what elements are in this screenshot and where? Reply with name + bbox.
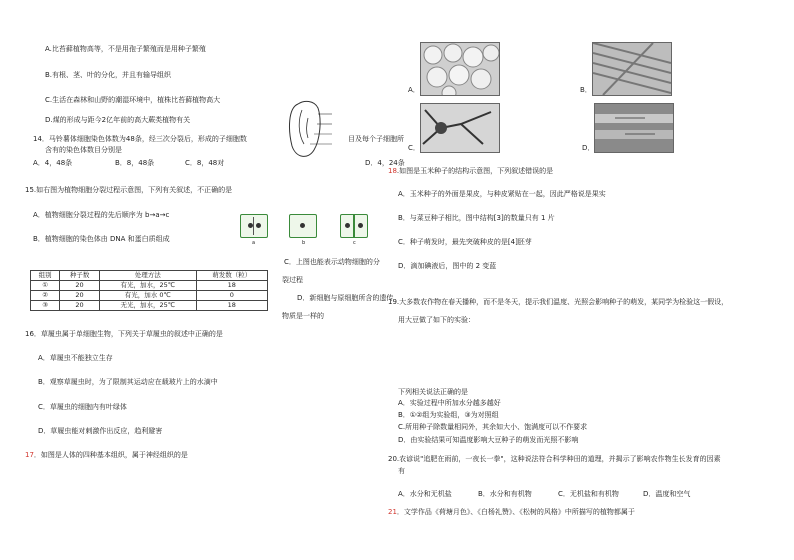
table-cell: 有光，加水 0℃ [99,291,196,301]
question-17-number: 17 [25,451,34,459]
question-19-option-c: C.所用种子除数量相同外，其余如大小、饱满度可以不作要求 [398,423,588,431]
table-cell: ② [31,291,60,301]
question-19-stem: 下列相关说法正确的是 [398,388,468,396]
table-cell: 20 [60,301,100,311]
question-15-option-d-line1: D．新细胞与原细胞所含的遗传 [297,294,394,302]
question-14-line2: 含有的染色体数目分别是 [45,146,122,154]
table-row [31,291,268,301]
question-19-option-d: D．由实验结果可知温度影响大豆种子的萌发而光照不影响 [398,436,579,444]
option-a: A.比苔藓植物高等，不是用孢子繁殖而是用种子繁殖 [45,45,206,53]
corn-seed-diagram [284,100,344,162]
question-15-option-d-line2: 物质是一样的 [282,312,324,320]
cell-label-c: c [353,240,356,246]
question-16-option-b: B．观察草履虫时，为了限制其运动应在载玻片上的水滴中 [38,378,218,386]
question-14-line1: 14．马铃薯体细胞染色体数为48条，经三次分裂后，形成的子细胞数 [33,135,247,143]
question-18-text: .如图是玉米种子的结构示意图，下列叙述错误的是 [396,167,554,175]
table-cell: ① [31,281,60,291]
experiment-table [30,270,268,311]
table-cell: 20 [60,291,100,301]
option-b: B.有根、茎、叶的分化，并且有输导组织 [45,71,172,79]
table-header: 组别 [31,271,60,281]
table-cell: ③ [31,301,60,311]
image-label-b: B． [580,86,592,94]
table-row [31,281,268,291]
question-14-option-b: B．8，48条 [115,159,155,167]
question-20-option-b: B．水分和有机物 [478,490,532,498]
table-header: 处理方法 [99,271,196,281]
question-16-option-d: D．草履虫能对刺激作出反应，趋利避害 [38,427,163,435]
question-15-option-a: A．植物细胞分裂过程的先后顺序为 b→a→c [33,211,170,219]
question-18-option-c: C．种子萌发时，最先突破种皮的是[4]胚芽 [398,238,532,246]
table-row [31,301,268,311]
table-header: 萌发数（粒） [196,271,267,281]
question-19-line2: 用大豆做了如下的实验： [398,316,475,324]
question-14-option-a: A．4，48条 [33,159,73,167]
question-20-line2: 有 [398,467,405,475]
question-14-partial: 目及每个子细胞所 [348,135,404,143]
tissue-image-c [420,103,500,153]
image-label-d: D． [582,144,595,152]
image-label-a: A． [408,86,420,94]
question-19-option-a: A．实验过程中所加水分越多越好 [398,399,501,407]
question-15: 15.如右图为植物细胞分裂过程示意图，下列有关叙述，不正确的是 [25,186,233,194]
question-18-option-d: D．滴加碘液后，图中的 2 变蓝 [398,262,497,270]
table-cell: 20 [60,281,100,291]
question-18-option-a: A．玉米种子的外面是果皮，与种皮紧贴在一起，因此严格说是果实 [398,190,606,198]
table-cell: 无光，加水，25℃ [99,301,196,311]
cell-label-a: a [252,240,256,246]
tissue-image-b [592,42,672,96]
question-19-line1: 19.大多数农作物在春天播种，而不是冬天，提示我们温度、光照会影响种子的萌发，某同学为检验这一假设， [388,298,729,306]
question-19-option-b: B．①②组为实验组，③为对照组 [398,411,499,419]
question-18-number: 18 [388,167,397,175]
question-20-option-a: A．水分和无机盐 [398,490,452,498]
table-header: 种子数 [60,271,100,281]
question-20-option-c: C．无机盐和有机物 [558,490,619,498]
table-cell: 有光，加水，25℃ [99,281,196,291]
table-header-row [31,271,268,281]
question-21-number: 21 [388,508,397,516]
option-d: D.煤的形成与距今2亿年前的高大蕨类植物有关 [45,116,191,124]
question-21 [388,508,635,516]
question-17 [25,451,188,459]
tissue-image-a [420,42,500,96]
table-cell: 18 [196,301,267,311]
question-20-option-d: D．温度和空气 [643,490,691,498]
table-cell: 0 [196,291,267,301]
question-15-option-c-line1: C．上图也能表示动物细胞的分 [284,258,380,266]
question-16: 16．草履虫属于单细胞生物，下列关于草履虫的叙述中正确的是 [25,330,223,338]
image-label-c: C． [408,144,420,152]
cell-label-b: b [302,240,306,246]
question-14-option-d: D．4，24条 [365,159,405,167]
question-17-text: ．如图是人体的四种基本组织，属于神经组织的是 [33,451,188,459]
question-14-option-c: C．8，48对 [185,159,225,167]
cell-figure-c [340,214,368,238]
question-15-option-c-line2: 裂过程 [282,276,303,284]
question-18 [388,167,553,175]
cell-figure-a [240,214,268,238]
question-20-line1: 20.农谚说"追肥在雨前，一夜长一拳"，这种说法符合科学种田的道理，并揭示了影响农作物生长发育的因素 [388,455,721,463]
question-18-option-b: B．与菜豆种子相比，图中结构[3]的数量只有 1 片 [398,214,555,222]
tissue-image-d [594,103,674,153]
cell-figure-b [289,214,317,238]
question-16-option-a: A．草履虫不能独立生存 [38,354,113,362]
question-21-text: ．文学作品《荷塘月色》、《白杨礼赞》、《松树的风格》中所描写的植物都属于 [396,508,635,516]
table-cell: 18 [196,281,267,291]
option-c: C.生活在森林和山野的潮湿环境中，植株比苔藓植物高大 [45,96,221,104]
question-15-option-b: B．植物细胞的染色体由 DNA 和蛋白质组成 [33,235,170,243]
question-16-option-c: C．草履虫的细胞内有叶绿体 [38,403,127,411]
